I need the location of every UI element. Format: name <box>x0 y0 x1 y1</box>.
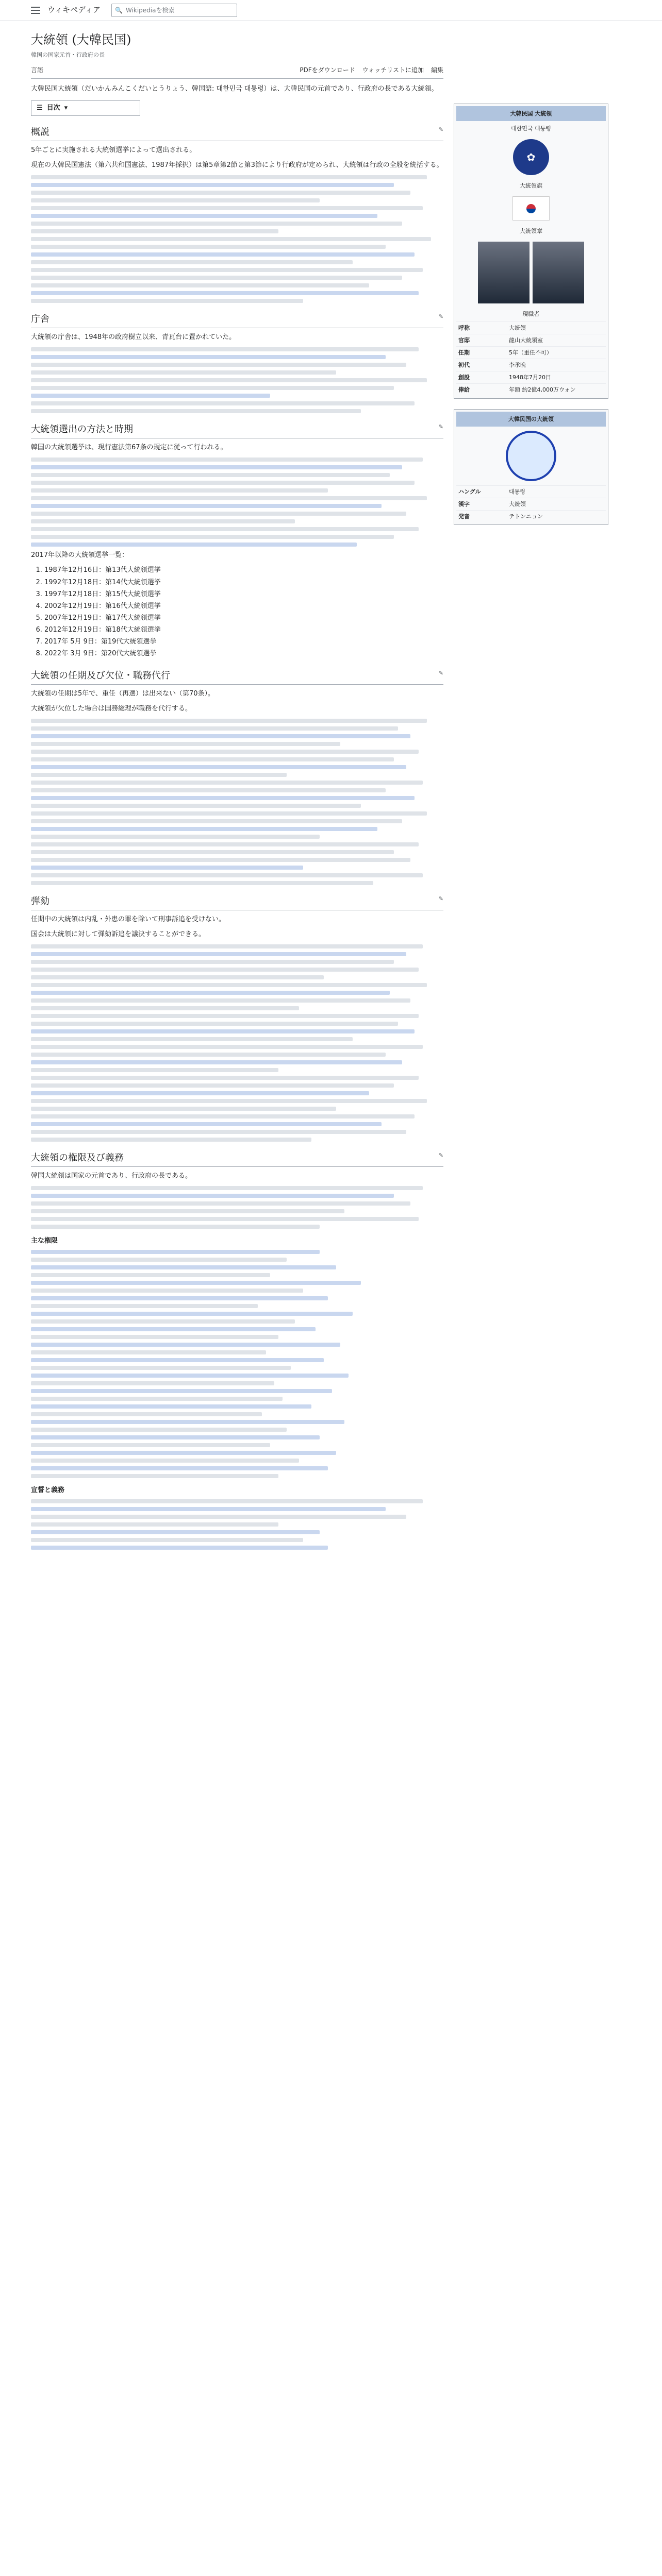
text-block <box>31 719 443 885</box>
pdf-download-link[interactable]: PDFをダウンロード <box>300 66 355 74</box>
portrait-image[interactable] <box>478 242 529 303</box>
section-heading: 庁舎 ✎ <box>31 312 443 328</box>
edit-icon[interactable]: ✎ <box>438 1151 443 1159</box>
section-heading: 弾劾 ✎ <box>31 894 443 910</box>
edit-icon[interactable]: ✎ <box>438 313 443 320</box>
infobox-title: 大韓民国 大統領 <box>456 106 606 121</box>
paragraph: 韓国大統領は国家の元首であり、行政府の長である。 <box>31 1172 192 1180</box>
paragraph: 大統領が欠位した場合は国務総理が職務を代行する。 <box>31 704 192 713</box>
emblem-icon[interactable]: ✿ <box>513 139 549 175</box>
page-subtitle: 韓国の国家元首・行政府の長 <box>31 52 105 59</box>
paragraph: 現在の大韓民国憲法（第六共和国憲法、1987年採択）は第5章第2節と第3節により行政府が定められ、大統領は行政の全般を統括する。 <box>31 161 443 170</box>
paragraph: 大統領の任期は5年で、重任（再選）は出来ない（第70条）。 <box>31 689 215 698</box>
paragraph: 2017年以降の大統領選挙一覧： <box>31 551 129 560</box>
search-input[interactable]: 🔍 Wikipediaを検索 <box>111 4 237 17</box>
top-bar <box>0 0 662 21</box>
paragraph: 韓国の大統領選挙は、現行憲法第67条の規定に従って行われる。 <box>31 444 227 452</box>
infobox <box>454 104 608 399</box>
seal-title: 大韓民国の大統領 <box>456 412 606 427</box>
edit-icon[interactable]: ✎ <box>438 895 443 902</box>
list-item[interactable]: 4. 2002年12月19日：第16代大統領選挙 <box>44 601 443 612</box>
edit-button[interactable]: 編集 <box>431 66 443 74</box>
table-row: 俸給 年額 約2億4,000万ウォン <box>456 384 606 396</box>
menu-icon[interactable] <box>31 7 40 14</box>
table-row: 創設 1948年7月20日 <box>456 371 606 384</box>
portrait-image[interactable] <box>533 242 584 303</box>
list-item[interactable]: 1. 1987年12月16日：第13代大統領選挙 <box>44 565 443 575</box>
edit-icon[interactable]: ✎ <box>438 126 443 133</box>
page-title: 大統領 (大韓民国) <box>31 32 131 47</box>
language-button[interactable]: 言語 <box>31 66 44 74</box>
seal-table <box>456 485 606 522</box>
paragraph: 5年ごとに実施される大統領選挙によって選出される。 <box>31 146 196 154</box>
edit-icon[interactable]: ✎ <box>438 423 443 431</box>
election-list <box>44 565 443 659</box>
paragraph: 任期中の大統領は内乱・外患の罪を除いて刑事訴追を受けない。 <box>31 915 226 923</box>
caption: 大統領章 <box>520 228 542 235</box>
list-item[interactable]: 8. 2022年 3月 9日：第20代大統領選挙 <box>44 649 443 659</box>
caption: 大統領旗 <box>520 182 542 190</box>
text-block <box>31 347 443 413</box>
incumbent-photos <box>456 239 606 307</box>
text-block <box>31 944 443 1142</box>
table-row: 発音 テトンニョン <box>456 510 606 522</box>
text-block <box>31 1186 443 1229</box>
chevron-down-icon: ▾ <box>64 104 68 112</box>
incumbent-label: 現職者 <box>522 311 540 318</box>
table-row: 官邸 龍山大統領室 <box>456 334 606 347</box>
article-body <box>31 21 443 1553</box>
text-block <box>31 457 443 547</box>
section-heading: 大統領選出の方法と時期 ✎ <box>31 422 443 438</box>
seal-box <box>454 409 608 525</box>
table-row: 呼称 大統領 <box>456 322 606 334</box>
section-heading: 大統領の権限及び義務 ✎ <box>31 1151 443 1167</box>
sidebar <box>454 21 608 1553</box>
table-row: 初代 李承晩 <box>456 359 606 371</box>
edit-icon[interactable]: ✎ <box>438 669 443 676</box>
watchlist-button[interactable]: ウォッチリストに追加 <box>362 66 424 74</box>
table-row: ハングル 대통령 <box>456 485 606 498</box>
list-icon: ☰ <box>37 104 43 112</box>
text-block <box>31 1499 443 1550</box>
seal-icon[interactable] <box>506 431 556 481</box>
infobox-korean: 대한민국 대통령 <box>511 125 551 132</box>
powers-list <box>31 1250 443 1478</box>
toc[interactable]: ☰ 目次 ▾ <box>31 100 443 116</box>
site-logo[interactable]: ウィキペディア <box>47 5 101 15</box>
infobox-table <box>456 321 606 396</box>
list-item[interactable]: 7. 2017年 5月 9日：第19代大統領選挙 <box>44 637 443 647</box>
list-item[interactable]: 6. 2012年12月19日：第18代大統領選挙 <box>44 625 443 635</box>
section-heading: 大統領の任期及び欠位・職務代行 ✎ <box>31 669 443 685</box>
search-icon: 🔍 <box>115 6 123 14</box>
table-row: 任期 5年（重任不可） <box>456 347 606 359</box>
list-item[interactable]: 2. 1992年12月18日：第14代大統領選挙 <box>44 578 443 588</box>
text-block <box>31 175 443 303</box>
paragraph: 大統領の庁舎は、1948年の政府樹立以来、青瓦台に置かれていた。 <box>31 333 236 342</box>
lead-paragraph: 大韓民国大統領（だいかんみんこくだいとうりょう、韓国語: 대한민국 대통령）は、大韓民国の元首であり、行政府の長である大統領。 <box>31 84 438 93</box>
subsection-heading: 宣誓と義務 <box>31 1486 65 1495</box>
paragraph: 国会は大統領に対して弾劾訴追を議決することができる。 <box>31 930 206 938</box>
subsection-heading: 主な権限 <box>31 1236 58 1245</box>
flag-icon[interactable] <box>512 196 550 221</box>
table-row: 漢字 大統領 <box>456 498 606 510</box>
section-heading: 概説 ✎ <box>31 125 443 141</box>
list-item[interactable]: 5. 2007年12月19日：第17代大統領選挙 <box>44 613 443 623</box>
article-toolbar <box>31 62 443 79</box>
list-item[interactable]: 3. 1997年12月18日：第15代大統領選挙 <box>44 589 443 600</box>
